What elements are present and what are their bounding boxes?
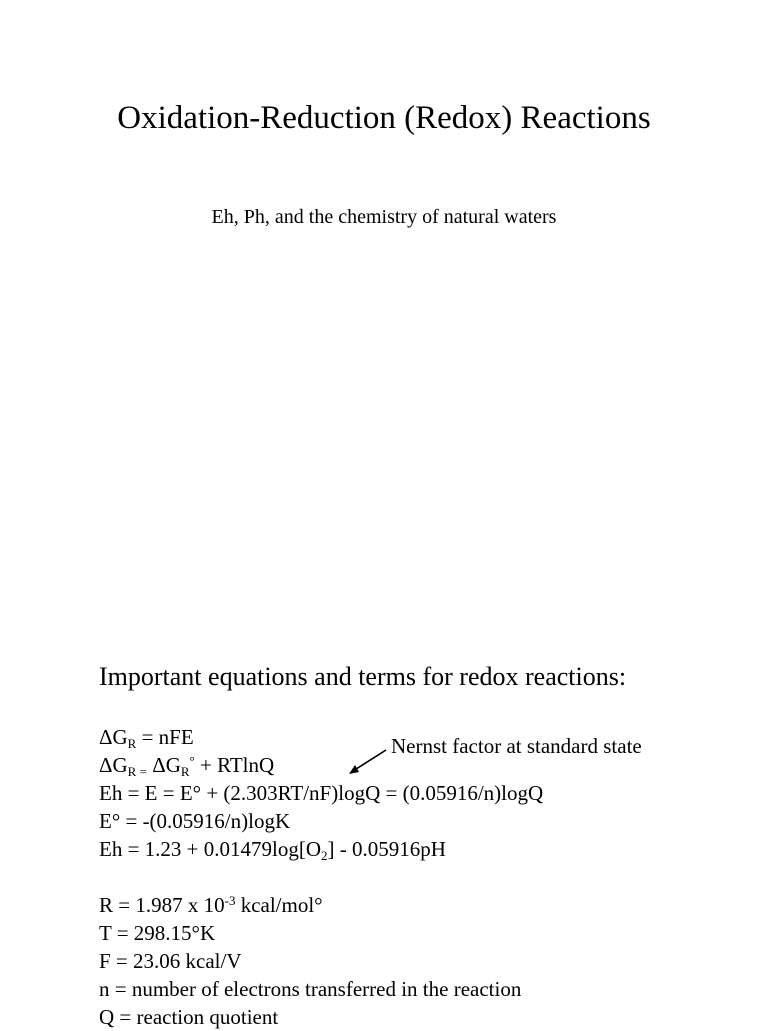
annotation-arrow-icon <box>344 747 390 777</box>
equation-list <box>99 723 543 1031</box>
def-r-part-b: kcal/mol° <box>235 893 323 917</box>
def-r-part-a: R = 1.987 x 10 <box>99 893 225 917</box>
slide-equations <box>0 640 768 1029</box>
eq1-part-b: = nFE <box>136 725 194 749</box>
eq1-subscript: R <box>127 736 137 751</box>
spacer <box>99 863 543 891</box>
definition-f: F = 23.06 kcal/V <box>99 949 242 973</box>
equation-eh-ph <box>99 835 543 863</box>
eq2-part-a: ΔG <box>99 753 128 777</box>
eq2-part-c: + RTlnQ <box>194 753 275 777</box>
eq1-part-a: ΔG <box>99 725 128 749</box>
nernst-annotation: Nernst factor at standard state <box>391 734 642 758</box>
def-r-superscript: -3 <box>224 893 236 908</box>
page-subtitle: Eh, Ph, and the chemistry of natural waters <box>211 206 557 228</box>
eq5-part-b: ] - 0.05916pH <box>327 837 446 861</box>
eq2-subscript-a: R = <box>127 764 147 779</box>
page-title: Oxidation-Reduction (Redox) Reactions <box>117 100 651 136</box>
definition-t: T = 298.15°K <box>99 921 216 945</box>
definition-r <box>99 891 543 919</box>
definition-n: n = number of electrons transferred in the reaction <box>99 977 522 1001</box>
definition-q: Q = reaction quotient <box>99 1005 279 1029</box>
equation-standard-potential: E° = -(0.05916/n)logK <box>99 809 291 833</box>
section-heading: Important equations and terms for redox reactions: <box>99 662 627 691</box>
eq2-superscript: ° <box>189 753 195 768</box>
equation-nernst: Eh = E = E° + (2.303RT/nF)logQ = (0.05916/n)logQ <box>99 781 544 805</box>
eq5-part-a: Eh = 1.23 + 0.01479log[O <box>99 837 322 861</box>
eq5-subscript: 2 <box>321 848 328 863</box>
eq2-subscript-b: R <box>180 764 190 779</box>
eq2-part-b: ΔG <box>146 753 181 777</box>
